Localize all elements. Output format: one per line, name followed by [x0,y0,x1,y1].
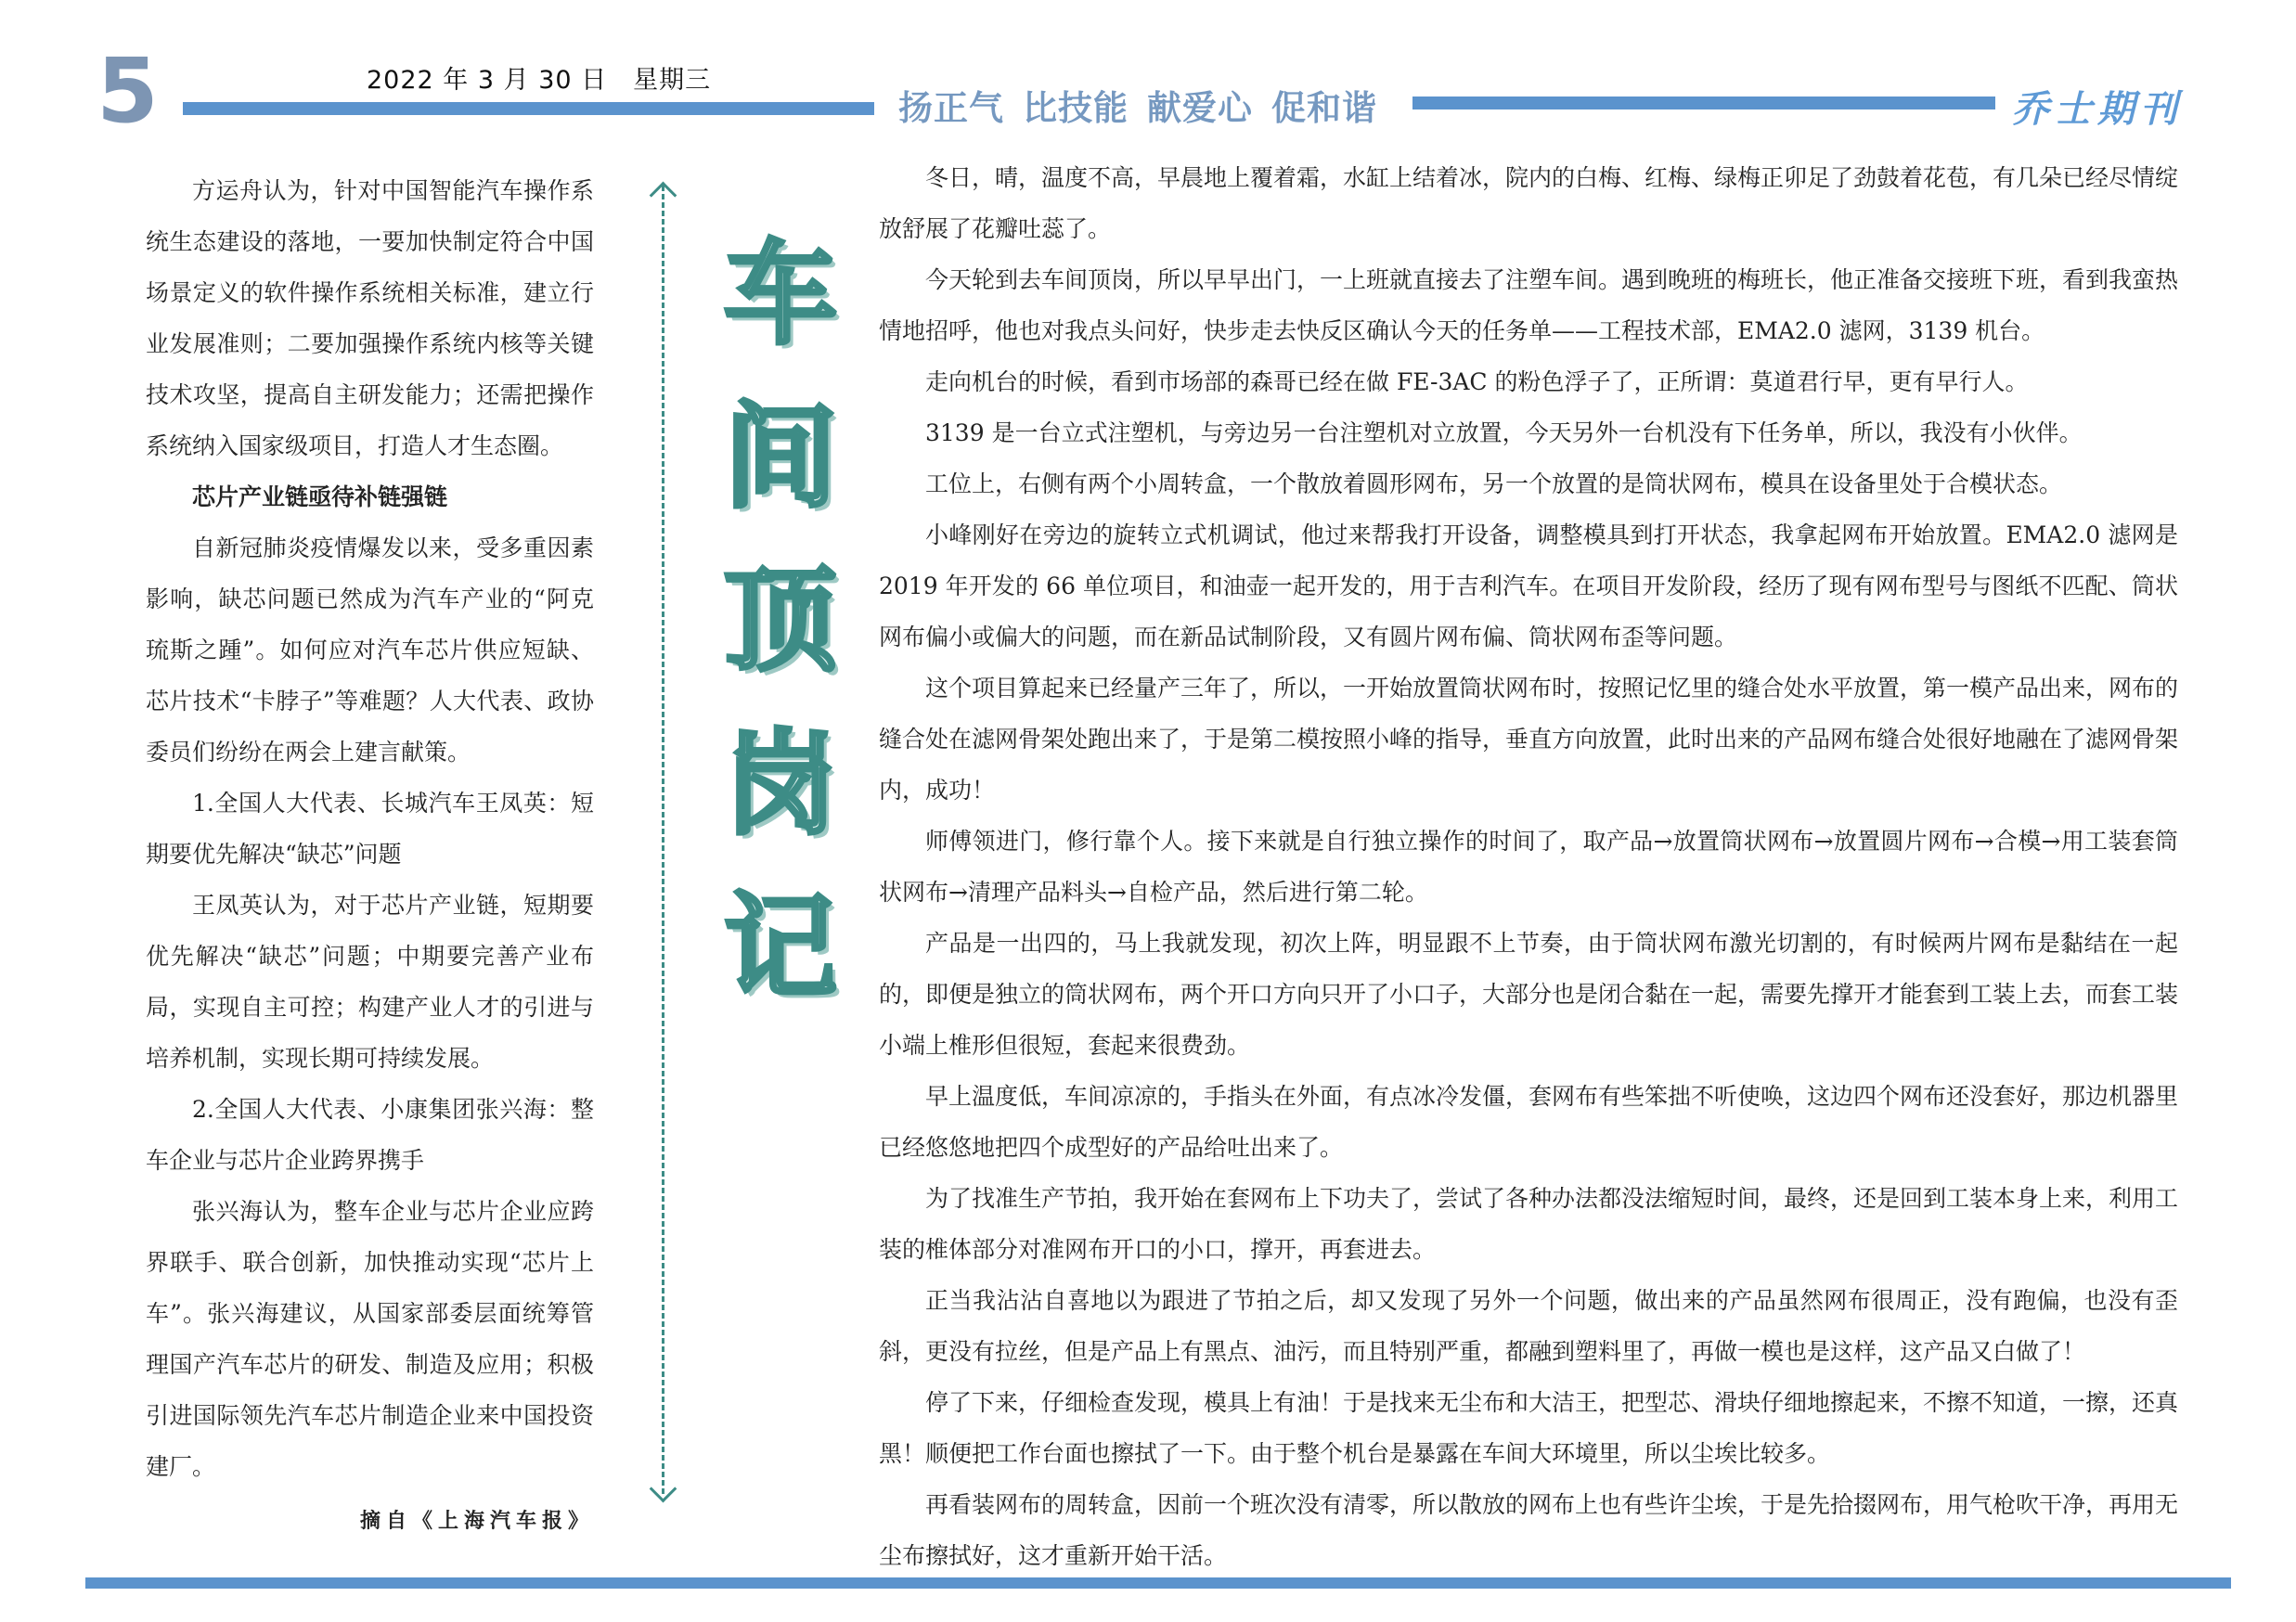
title-char: 记 [724,880,837,1013]
main-paragraph: 今天轮到去车间顶岗，所以早早出门，一上班就直接去了注塑车间。遇到晚班的梅班长，他正准备交接班下班，看到我蛮热情地招呼，他也对我点头问好，快步走去快反区确认今天的任务单——工程技术部，EMA2.0 滤网，3139 机台。 [879,266,2179,344]
title-char: 岗 [724,716,837,850]
divider-arrow-down-icon [650,1475,677,1503]
journal-brand: 乔士期刊 [2012,87,2183,131]
main-paragraph: 为了找准生产节拍，我开始在套网布上下功夫了，尝试了各种办法都没法缩短时间，最终，还是回到工装本身上来，利用工装的椎体部分对准网布开口的小口，撑开，再套进去。 [879,1185,2179,1263]
footer-rule [85,1577,2231,1589]
issue-date: 2022 年 3 月 30 日 星期三 [367,66,712,95]
slogan-item: 促和谐 [1271,88,1377,128]
header-rule-right [1412,97,1995,109]
main-paragraph: 师傅领进门，修行靠个人。接下来就是自行独立操作的时间了，取产品→放置筒状网布→放置圆片网布→合模→用工装套筒状网布→清理产品料头→自检产品，然后进行第二轮。 [879,828,2178,906]
header-rule-left [183,102,874,115]
left-paragraph: 张兴海认为，整车企业与芯片企业应跨界联手、联合创新，加快推动实现“芯片上车”。张兴海建议，从国家部委层面统筹管理国产汽车芯片的研发、制造及应用；积极引进国际领先汽车芯片制造企业来中国投资建厂。 [146,1198,594,1480]
main-paragraph: 再看装网布的周转盒，因前一个班次没有清零，所以散放的网布上也有些许尘埃，于是先拾掇网布，用气枪吹干净，再用无尘布擦拭好，这才重新开始干活。 [879,1491,2179,1569]
divider-arrow-up-icon [650,182,677,210]
title-char: 间 [724,390,837,523]
column-divider [662,186,664,1494]
title-char: 顶 [724,553,837,687]
left-subheading: 芯片产业链亟待补链强链 [192,483,448,510]
main-paragraph: 3139 是一台立式注塑机，与旁边另一台注塑机对立放置，今天另外一台机没有下任务单，所以，我没有小伙伴。 [925,419,2083,446]
left-paragraph: 王凤英认为，对于芯片产业链，短期要优先解决“缺芯”问题；中期要完善产业布局，实现自主可控；构建产业人才的引进与培养机制，实现长期可持续发展。 [146,892,594,1072]
main-paragraph: 小峰刚好在旁边的旋转立式机调试，他过来帮我打开设备，调整模具到打开状态，我拿起网布开始放置。EMA2.0 滤网是 2019 年开发的 66 单位项目，和油壶一起开发的，用于吉利汽车。在项目开发阶段，经历了现有网布型号与图纸不匹配、筒状网布偏小或偏大的问题，而在新品试制阶段，又有圆片网布偏、筒状网布歪等问题。 [879,521,2178,650]
main-paragraph: 停了下来，仔细检查发现，模具上有油！于是找来无尘布和大洁王，把型芯、滑块仔细地擦起来，不擦不知道，一擦，还真黑！顺便把工作台面也擦拭了一下。由于整个机台是暴露在车间大环境里，所以尘埃比较多。 [879,1389,2179,1467]
main-paragraph: 工位上，右侧有两个小周转盒，一个散放着圆形网布，另一个放置的是筒状网布，模具在设备里处于合模状态。 [925,470,2063,497]
main-paragraph: 正当我沾沾自喜地以为跟进了节拍之后，却又发现了另外一个问题，做出来的产品虽然网布很周正，没有跑偏，也没有歪斜，更没有拉丝，但是产品上有黑点、油污，而且特别严重，都融到塑料里了，再做一模也是这样，这产品又白做了！ [879,1287,2178,1365]
title-char: 车 [724,226,837,360]
left-paragraph: 自新冠肺炎疫情爆发以来，受多重因素影响，缺芯问题已然成为汽车产业的“阿克琉斯之踵”。如何应对汽车芯片供应短缺、芯片技术“卡脖子”等难题？人大代表、政协委员们纷纷在两会上建言献策。 [146,534,594,766]
slogan-item: 献爱心 [1147,88,1253,128]
slogan-item: 比技能 [1023,88,1129,128]
main-article [879,152,2178,1581]
vertical-title [720,212,841,1028]
left-paragraph: 方运舟认为，针对中国智能汽车操作系统生态建设的落地，一要加快制定符合中国场景定义的软件操作系统相关标准，建立行业发展准则；二要加强操作系统内核等关键技术攻坚，提高自主研发能力；还需把操作系统纳入国家级项目，打造人才生态圈。 [146,177,594,459]
left-paragraph: 2.全国人大代表、小康集团张兴海：整车企业与芯片企业跨界携手 [146,1096,594,1174]
left-article [146,165,594,1547]
left-paragraph: 1.全国人大代表、长城汽车王凤英：短期要优先解决“缺芯”问题 [146,790,594,868]
page-number: 5 [97,39,159,143]
main-paragraph: 这个项目算起来已经量产三年了，所以，一开始放置筒状网布时，按照记忆里的缝合处水平放置，第一模产品出来，网布的缝合处在滤网骨架处跑出来了，于是第二模按照小峰的指导，垂直方向放置，此时出来的产品网布缝合处很好地融在了滤网骨架内，成功！ [879,675,2179,804]
main-paragraph: 冬日，晴，温度不高，早晨地上覆着霜，水缸上结着冰，院内的白梅、红梅、绿梅正卯足了劲鼓着花苞，有几朵已经尽情绽放舒展了花瓣吐蕊了。 [879,164,2179,242]
main-paragraph: 走向机台的时候，看到市场部的森哥已经在做 FE-3AC 的粉色浮子了，正所谓：莫道君行早，更有早行人。 [925,368,2029,395]
article-source: 摘自《上海汽车报》 [359,1509,594,1533]
main-paragraph: 产品是一出四的，马上我就发现，初次上阵，明显跟不上节奏，由于筒状网布激光切割的，有时候两片网布是黏结在一起的，即便是独立的筒状网布，两个开口方向只开了小口子，大部分也是闭合黏在一起，需要先撑开才能套到工装上去，而套工装小端上椎形但很短，套起来很费劲。 [879,930,2179,1059]
header-slogan [898,80,1395,130]
main-paragraph: 早上温度低，车间凉凉的，手指头在外面，有点冰冷发僵，套网布有些笨拙不听使唤，这边四个网布还没套好，那边机器里已经悠悠地把四个成型好的产品给吐出来了。 [879,1083,2179,1161]
slogan-item: 扬正气 [898,88,1004,128]
